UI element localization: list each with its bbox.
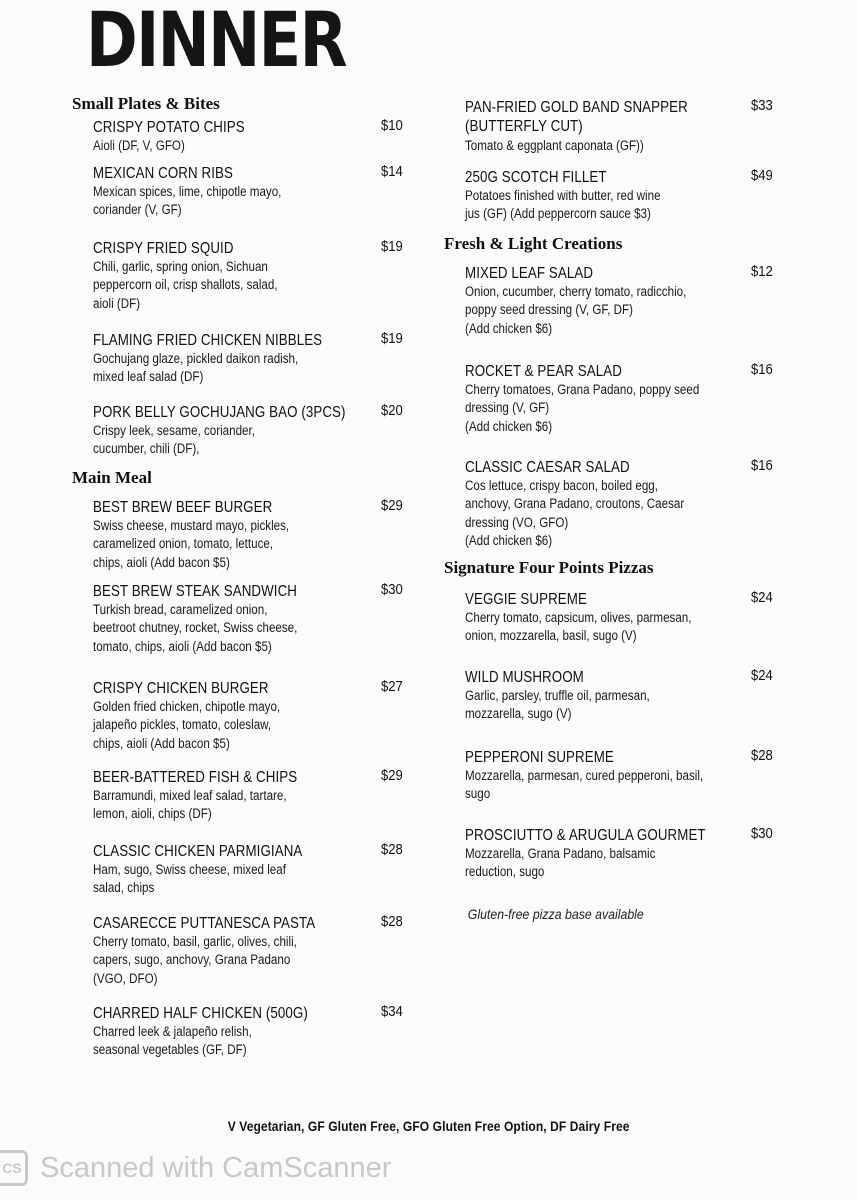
menu-item <box>72 914 443 988</box>
menu-item-description: Golden fried chicken, chipotle mayo, jalapeño pickles, tomato, coleslaw, chips, aioli (Add bacon $5) <box>93 699 281 751</box>
menu-item-price: $29 <box>381 498 403 514</box>
menu-item-price: $12 <box>751 264 773 280</box>
menu-item-name: ROCKET & PEAR SALAD <box>465 363 622 380</box>
camscanner-logo-icon: CS <box>0 1150 28 1186</box>
menu-item-description: Garlic, parsley, truffle oil, parmesan, mozzarella, sugo (V) <box>465 688 650 722</box>
menu-item <box>444 362 815 436</box>
menu-item <box>444 98 815 155</box>
menu-item-price: $16 <box>751 458 773 474</box>
menu-item <box>72 118 443 155</box>
dietary-legend <box>0 1118 857 1134</box>
menu-item-description: Aioli (DF, V, GFO) <box>93 138 185 154</box>
menu-item-name: CRISPY CHICKEN BURGER <box>93 680 269 697</box>
menu-item-description: Tomato & eggplant caponata (GF)) <box>465 137 644 153</box>
menu-item <box>72 403 443 459</box>
menu-item-name: BEST BREW BEEF BURGER <box>93 499 273 516</box>
menu-item <box>72 164 443 220</box>
menu-item-price: $10 <box>381 118 403 134</box>
scanner-watermark <box>0 1148 391 1188</box>
menu-item <box>72 582 443 656</box>
menu-item-description: Mozzarella, Grana Padano, balsamic reduction, sugo <box>465 846 656 880</box>
menu-item <box>444 168 815 224</box>
menu-item-price: $28 <box>751 748 773 764</box>
menu-item <box>444 748 815 804</box>
menu-item <box>72 679 443 753</box>
menu-item-description: Cherry tomato, basil, garlic, olives, chili, capers, sugo, anchovy, Grana Padano (VGO, DFO) <box>93 934 297 986</box>
menu-item <box>444 668 815 724</box>
menu-item-price: $49 <box>751 168 773 184</box>
menu-item-name: MIXED LEAF SALAD <box>465 265 594 282</box>
dietary-legend-text: V Vegetarian, GF Gluten Free, GFO Gluten Free Option, DF Dairy Free <box>227 1118 630 1134</box>
menu-item-price: $24 <box>751 668 773 684</box>
menu-item-price: $33 <box>751 98 773 114</box>
menu-item-name: PROSCIUTTO & ARUGULA GOURMET <box>465 827 706 844</box>
menu-item-name: VEGGIE SUPREME <box>465 591 587 608</box>
menu-item-price: $19 <box>381 331 403 347</box>
menu-item-price: $30 <box>381 582 403 598</box>
menu-item-name: CRISPY POTATO CHIPS <box>93 119 245 136</box>
menu-item-description: Charred leek & jalapeño relish, seasonal vegetables (GF, DF) <box>93 1024 252 1058</box>
menu-item-name: PORK BELLY GOCHUJANG BAO (3PCS) <box>93 404 346 421</box>
menu-item-description: Mozzarella, parmesan, cured pepperoni, basil, sugo <box>465 768 704 802</box>
menu-item <box>72 498 443 572</box>
menu-item-description: Swiss cheese, mustard mayo, pickles, caramelized onion, tomato, lettuce, chips, aioli (Add bacon $5) <box>93 518 290 570</box>
menu-item-price: $20 <box>381 403 403 419</box>
menu-item-name: BEER-BATTERED FISH & CHIPS <box>93 769 298 786</box>
menu-item-price: $19 <box>381 239 403 255</box>
menu-item-description: Mexican spices, lime, chipotle mayo, coriander (V, GF) <box>93 184 282 218</box>
menu-item-price: $30 <box>751 826 773 842</box>
menu-item <box>72 1004 443 1060</box>
menu-item-description: Cos lettuce, crispy bacon, boiled egg, anchovy, Grana Padano, croutons, Caesar dressing (VO, GFO) (Add chicken $6) <box>465 478 685 548</box>
menu-item-description: Barramundi, mixed leaf salad, tartare, lemon, aioli, chips (DF) <box>93 788 287 822</box>
menu-item-name: PEPPERONI SUPREME <box>465 749 614 766</box>
menu-item-description: Ham, sugo, Swiss cheese, mixed leaf salad, chips <box>93 862 286 896</box>
menu-item-price: $34 <box>381 1004 403 1020</box>
menu-item <box>72 842 443 898</box>
menu-item <box>72 239 443 313</box>
menu-item-description: Crispy leek, sesame, coriander, cucumber, chili (DF), <box>93 423 255 457</box>
section-heading: Signature Four Points Pizzas <box>444 558 654 577</box>
menu-item-name: CRISPY FRIED SQUID <box>93 240 234 257</box>
menu-item-description: Cherry tomatoes, Grana Padano, poppy seed dressing (V, GF) (Add chicken $6) <box>465 382 700 434</box>
menu-item-description: Potatoes finished with butter, red wine jus (GF) (Add peppercorn sauce $3) <box>465 188 661 222</box>
menu-item-price: $14 <box>381 164 403 180</box>
menu-item-description: Gochujang glaze, pickled daikon radish, mixed leaf salad (DF) <box>93 351 299 385</box>
menu-item-price: $28 <box>381 842 403 858</box>
menu-item-price: $24 <box>751 590 773 606</box>
menu-item <box>444 590 815 646</box>
menu-item <box>444 458 815 550</box>
menu-item-name: PAN-FRIED GOLD BAND SNAPPER (BUTTERFLY CUT) <box>465 99 688 136</box>
menu-item-name: CLASSIC CHICKEN PARMIGIANA <box>93 843 303 860</box>
menu-item-name: CASARECCE PUTTANESCA PASTA <box>93 915 316 932</box>
menu-item-description: Turkish bread, caramelized onion, beetroot chutney, rocket, Swiss cheese, tomato, chips, aioli (Add bacon $5) <box>93 602 298 654</box>
menu-item <box>444 264 815 338</box>
menu-item-price: $16 <box>751 362 773 378</box>
menu-item-price: $28 <box>381 914 403 930</box>
section-heading: Fresh & Light Creations <box>444 234 623 253</box>
menu-item-name: CLASSIC CAESAR SALAD <box>465 459 630 476</box>
pizza-note: Gluten-free pizza base available <box>467 906 644 922</box>
menu-item-price: $27 <box>381 679 403 695</box>
menu-item-description: Chili, garlic, spring onion, Sichuan peppercorn oil, crisp shallots, salad, aioli (DF) <box>93 259 278 311</box>
menu-item-name: WILD MUSHROOM <box>465 669 584 686</box>
menu-item <box>72 768 443 824</box>
menu-item <box>72 331 443 387</box>
page-title: DINNER <box>86 0 346 84</box>
section-heading: Main Meal <box>72 468 152 487</box>
menu-item-price: $29 <box>381 768 403 784</box>
menu-item-name: CHARRED HALF CHICKEN (500G) <box>93 1005 308 1022</box>
watermark-text: Scanned with CamScanner <box>40 1151 392 1184</box>
menu-item <box>444 826 815 882</box>
menu-item-name: BEST BREW STEAK SANDWICH <box>93 583 298 600</box>
menu-item-description: Onion, cucumber, cherry tomato, radicchio, poppy seed dressing (V, GF, DF) (Add chicken $6) <box>465 284 687 336</box>
menu-item-name: FLAMING FRIED CHICKEN NIBBLES <box>93 332 323 349</box>
menu-item-description: Cherry tomato, capsicum, olives, parmesan, onion, mozzarella, basil, sugo (V) <box>465 610 692 644</box>
menu-item-name: MEXICAN CORN RIBS <box>93 165 233 182</box>
section-heading: Small Plates & Bites <box>72 94 220 113</box>
menu-item-name: 250G SCOTCH FILLET <box>465 169 607 186</box>
